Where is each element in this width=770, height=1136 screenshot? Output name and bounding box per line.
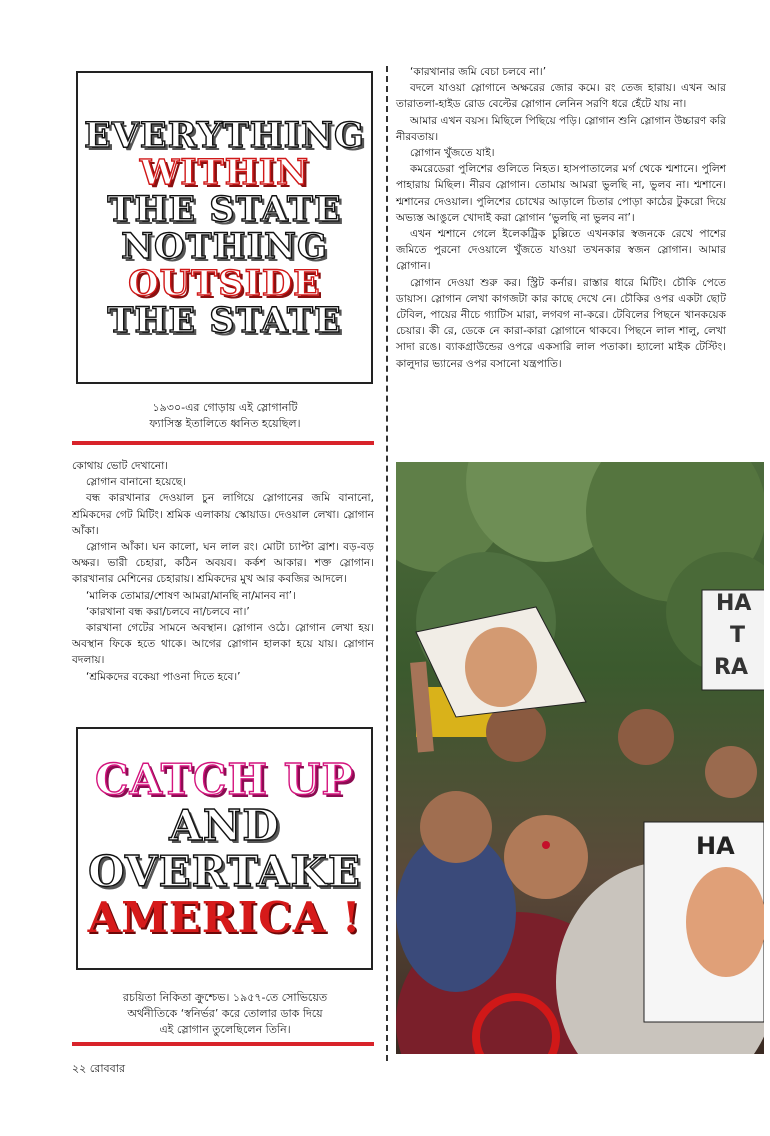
poster-line: WITHIN bbox=[139, 151, 310, 193]
paragraph: বন্ধ কারখানার দেওয়াল চুন লাগিয়ে স্লোগানের জমি বানানো, শ্রমিকদের গেট মিটিং। শ্রমিক এলাকায় স্কোয়াড। দেওয়াল লেখা। স্লোগান আঁকা। bbox=[72, 492, 374, 537]
caption-line: এই স্লোগান তুলেছিলেন তিনি। bbox=[159, 1023, 291, 1036]
caption-line: ১৯৩০-এর গোড়ায় এই স্লোগানটি bbox=[152, 401, 298, 414]
paragraph: স্লোগান খুঁজতে যাই। bbox=[410, 147, 495, 160]
poster-line: THE STATE bbox=[107, 299, 342, 341]
sign-text: RA bbox=[714, 655, 748, 680]
paragraph: স্লোগান আঁকা। ঘন কালো, ঘন লাল রং। মোটা চ্যাপ্টা ব্রাশ। বড়-বড় অক্ষর। ভারী চেহারা, কঠিন অবয়ব। কর্কশ আকার। শক্ত স্লোগান। কারখানার মেশিনের চেহারায়। শ্রমিকদের মুখ আর কবজির আদলে। bbox=[72, 541, 374, 586]
page-footer: ২২ রোববার bbox=[72, 1062, 125, 1075]
poster-line: AND bbox=[169, 800, 280, 850]
poster-line: THE STATE bbox=[107, 188, 342, 230]
paragraph: স্লোগান দেওয়া শুরু কর। স্ট্রিট কর্নার। রাস্তার ধারে মিটিং। চৌকি পেতে ডায়াস। স্লোগান লেখা কাগজটা কার কাছে দেখে নে। চৌকির ওপর একটা ছোট টেবিল, পায়ের নীচে গ্যাটিস মারা, লগবগ না-করে। টেবিলের পিছনে খানকয়েক চেয়ার। কী রে, ডেকে নে কারা-কারা স্লোগানে থাকবে। পিছনে লাল শালু, লেখা সাদা রঙে। ব্যাকগ্রাউন্ডের ওপরে একসারি লাল পতাকা। হ্যালো মাইক টেস্টিং। কালুদার ভ্যানের ওপর বসানো যন্ত্রপাতি। bbox=[396, 276, 726, 370]
poster-catch-up-america bbox=[76, 727, 373, 970]
column-divider bbox=[386, 66, 388, 1061]
paragraph: ‘কারখানা বন্ধ করা/চলবে না/চলবে না।’ bbox=[86, 605, 250, 618]
caption-line: রচয়িতা নিকিতা ক্রুশ্চেভ। ১৯৫৭-তে সোভিয়েত bbox=[122, 991, 328, 1004]
caption-line: ফ্যাসিস্ত ইতালিতে ধ্বনিত হয়েছিল। bbox=[149, 417, 301, 430]
right-text-column bbox=[396, 64, 726, 372]
paragraph: কারখানা গেটের সামনে অবস্থান। স্লোগান ওঠে। স্লোগান লেখা হয়। অবস্থান ফিকে হতে থাকে। আগের স্লোগান হালকা হয়ে যায়। স্লোগান বদলায়। bbox=[72, 622, 374, 667]
sign-text: HA bbox=[716, 591, 752, 616]
poster-line: CATCH UP bbox=[95, 754, 354, 804]
poster-everything-within-the-state bbox=[76, 71, 373, 384]
paragraph: কমরেডেরা পুলিশের গুলিতে নিহত। হাসপাতালের মর্গ থেকে শ্মশানে। পুলিশ পাহারায় মিছিল। নীরব স্লোগান। তোমায় আমরা ভুলছি না, ভুলব না। শ্মশানে। শ্মশানের দেওয়াল। পুলিশের চোখের আড়ালে চিতার পোড়া কাঠের টুকরো দিয়ে অভ্যস্ত আঙুলে খোদাই করা স্লোগান ‘ভুলছি না ভুলব না’। bbox=[396, 163, 726, 224]
protest-photo bbox=[396, 462, 764, 1054]
paragraph: ‘শ্রমিকদের বকেয়া পাওনা দিতে হবে।’ bbox=[86, 670, 241, 683]
caption-line: অর্থনীতিকে ‘স্বনির্ভর’ করে তোলার ডাক দিয়ে bbox=[127, 1007, 323, 1020]
sign-text: HA bbox=[696, 832, 735, 860]
poster-caption-top bbox=[80, 400, 370, 432]
paragraph: বদলে যাওয়া স্লোগানে অক্ষরের জোর কমে। রং তেজ হারায়। এখন আর তারাতলা-হাইড রোড বেল্টের স্লোগান লেনিন সরণি ধরে হেঁটে যায় না। bbox=[396, 82, 726, 111]
poster-line: OVERTAKE bbox=[88, 846, 361, 896]
poster-line: EVERYTHING bbox=[84, 114, 365, 156]
poster-line: NOTHING bbox=[121, 225, 328, 267]
poster-caption-bottom bbox=[80, 990, 370, 1038]
sign-text: T bbox=[730, 623, 746, 648]
poster-line: OUTSIDE bbox=[128, 262, 321, 304]
protest-photo-illustration bbox=[396, 462, 764, 1054]
red-rule bbox=[72, 441, 374, 445]
poster-line: AMERICA ! bbox=[87, 892, 362, 942]
red-rule bbox=[72, 1042, 374, 1046]
paragraph: ‘মালিক তোমার/শোষণ আমরা/মানছি না/মানব না’। bbox=[86, 589, 296, 602]
paragraph: এখন শ্মশানে গেলে ইলেকট্রিক চুল্লিতে এখনকার স্বজনকে রেখে পাশের জমিতে পুরনো দেওয়ালে খুঁজতে যাওয়া তখনকার স্বজন স্লোগান। আমার স্লোগান। bbox=[396, 228, 726, 273]
paragraph: স্লোগান বানানো হয়েছে। bbox=[86, 476, 186, 489]
paragraph: ‘কারখানার জমি বেচা চলবে না।’ bbox=[410, 66, 547, 78]
paragraph: আমার এখন বয়স। মিছিলে পিছিয়ে পড়ি। স্লোগান শুনি স্লোগান উচ্চারণ করি নীরবতায়। bbox=[396, 114, 726, 143]
left-text-column bbox=[72, 458, 374, 685]
paragraph: কোথায় ভোট দেখানো। bbox=[72, 460, 169, 472]
